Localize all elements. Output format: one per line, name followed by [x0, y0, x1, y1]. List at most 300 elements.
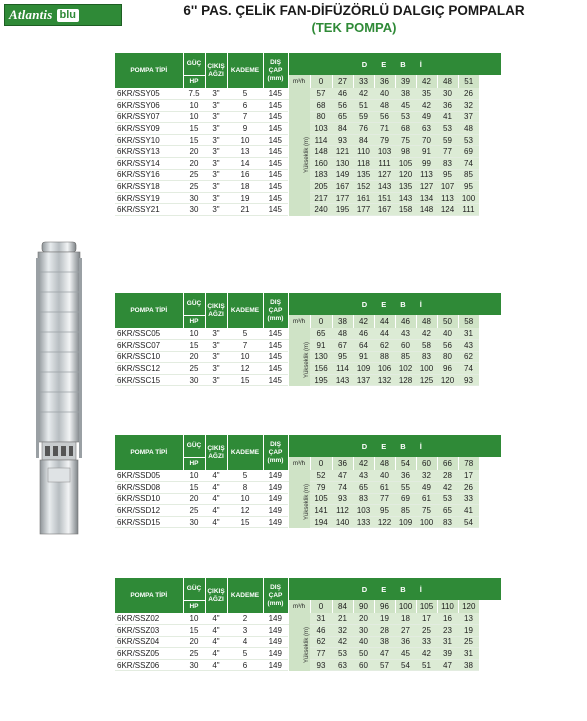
- stages-value: 12: [227, 505, 263, 517]
- power-value: 10: [183, 613, 205, 625]
- head-value: 84: [332, 123, 353, 135]
- diameter-value: 149: [263, 659, 288, 671]
- model-name: 6KR/SSZ06: [115, 659, 183, 671]
- head-value: 31: [458, 648, 479, 660]
- stages-value: 12: [227, 363, 263, 375]
- diameter-value: 149: [263, 636, 288, 648]
- head-value: 52: [310, 470, 332, 482]
- flow-unit: m³/h: [288, 457, 310, 470]
- head-value: 13: [458, 613, 479, 625]
- stages-value: 7: [227, 340, 263, 352]
- head-value: 84: [353, 134, 374, 146]
- head-value: 130: [310, 351, 332, 363]
- head-value: 43: [395, 328, 416, 340]
- head-value: 60: [353, 659, 374, 671]
- head-value: 65: [332, 111, 353, 123]
- header-power-unit: HP: [183, 75, 205, 88]
- head-value: 143: [332, 374, 353, 386]
- head-value: 143: [374, 181, 395, 193]
- table-row: [115, 328, 501, 340]
- power-value: 7.5: [183, 88, 205, 100]
- head-value: 31: [310, 613, 332, 625]
- stages-value: 19: [227, 192, 263, 204]
- model-name: 6KR/SSY09: [115, 123, 183, 135]
- page-title: 6'' PAS. ÇELİK FAN-DİFÜZÖRLÜ DALGIÇ POMPALAR: [183, 3, 525, 18]
- head-value: 105: [395, 158, 416, 170]
- flow-value: 120: [458, 600, 479, 613]
- head-value: 132: [374, 374, 395, 386]
- head-value: 32: [458, 100, 479, 112]
- power-value: 30: [183, 374, 205, 386]
- head-value: 95: [374, 505, 395, 517]
- head-value: 26: [458, 88, 479, 100]
- flow-value: 46: [395, 315, 416, 328]
- head-value: 85: [458, 169, 479, 181]
- table-row: [115, 88, 501, 100]
- head-value: 60: [395, 340, 416, 352]
- flow-value: 84: [332, 600, 353, 613]
- head-value: 47: [332, 470, 353, 482]
- head-value: 57: [374, 659, 395, 671]
- model-name: 6KR/SSZ05: [115, 648, 183, 660]
- head-value: 91: [416, 146, 437, 158]
- head-value: 83: [353, 493, 374, 505]
- stages-value: 7: [227, 111, 263, 123]
- model-name: 6KR/SSC15: [115, 374, 183, 386]
- power-value: 25: [183, 648, 205, 660]
- model-name: 6KR/SSZ03: [115, 625, 183, 637]
- head-value: 143: [395, 192, 416, 204]
- flow-value: 0: [310, 75, 332, 88]
- head-value: 63: [332, 659, 353, 671]
- flow-value: 36: [374, 75, 395, 88]
- head-value: 53: [395, 111, 416, 123]
- pump-illustration: [28, 240, 90, 540]
- flow-value: 54: [395, 457, 416, 470]
- head-value: 46: [353, 328, 374, 340]
- head-label-text: Yükseklik (m): [303, 341, 310, 378]
- head-value: 65: [437, 505, 458, 517]
- outlet-value: 4": [205, 493, 227, 505]
- outlet-value: 3": [205, 328, 227, 340]
- head-value: 122: [374, 516, 395, 528]
- header-diameter: DIŞ ÇAP (mm): [263, 53, 288, 88]
- header-diameter: DIŞ ÇAP (mm): [263, 578, 288, 613]
- head-value: 79: [374, 134, 395, 146]
- head-value: 76: [353, 123, 374, 135]
- head-value: 62: [374, 340, 395, 352]
- head-value: 42: [416, 648, 437, 660]
- diameter-value: 145: [263, 192, 288, 204]
- head-value: 120: [395, 169, 416, 181]
- head-value: 88: [374, 351, 395, 363]
- outlet-value: 3": [205, 146, 227, 158]
- flow-value: 27: [332, 75, 353, 88]
- stages-value: 3: [227, 625, 263, 637]
- diameter-value: 145: [263, 181, 288, 193]
- outlet-value: 4": [205, 516, 227, 528]
- head-value: 103: [310, 123, 332, 135]
- head-value: 79: [310, 482, 332, 494]
- diameter-value: 145: [263, 363, 288, 375]
- head-value: 121: [332, 146, 353, 158]
- head-value: 55: [395, 482, 416, 494]
- power-value: 25: [183, 181, 205, 193]
- head-value: 98: [395, 146, 416, 158]
- head-value: 16: [437, 613, 458, 625]
- outlet-value: 3": [205, 111, 227, 123]
- table-row: [115, 470, 501, 482]
- head-value: 156: [310, 363, 332, 375]
- head-value: 141: [310, 505, 332, 517]
- head-value: 112: [332, 505, 353, 517]
- stages-value: 13: [227, 146, 263, 158]
- head-value: 54: [458, 516, 479, 528]
- head-label-text: Yükseklik (m): [303, 136, 310, 173]
- header-power: GÜÇ: [183, 435, 205, 457]
- head-value: 30: [437, 88, 458, 100]
- outlet-value: 3": [205, 374, 227, 386]
- head-value: 54: [395, 659, 416, 671]
- model-name: 6KR/SSY13: [115, 146, 183, 158]
- head-value: 38: [374, 636, 395, 648]
- head-label-text: Yükseklik (m): [303, 626, 310, 663]
- flow-value: 33: [353, 75, 374, 88]
- head-value: 195: [310, 374, 332, 386]
- head-value: 96: [437, 363, 458, 375]
- head-value: 100: [416, 516, 437, 528]
- diameter-value: 145: [263, 328, 288, 340]
- flow-value: 96: [374, 600, 395, 613]
- head-value: 42: [416, 328, 437, 340]
- outlet-value: 3": [205, 363, 227, 375]
- head-value: 57: [310, 88, 332, 100]
- head-value: 61: [374, 482, 395, 494]
- outlet-value: 4": [205, 505, 227, 517]
- head-value: 140: [332, 516, 353, 528]
- flow-value: 66: [437, 457, 458, 470]
- head-value: 109: [395, 516, 416, 528]
- outlet-value: 3": [205, 192, 227, 204]
- stages-value: 4: [227, 636, 263, 648]
- head-value: 95: [458, 181, 479, 193]
- head-value: 100: [416, 363, 437, 375]
- flow-value: 90: [353, 600, 374, 613]
- outlet-value: 4": [205, 470, 227, 482]
- model-name: 6KR/SSZ04: [115, 636, 183, 648]
- flow-value: 105: [416, 600, 437, 613]
- power-value: 30: [183, 204, 205, 216]
- head-value: 133: [353, 516, 374, 528]
- pump-table-4: [115, 578, 500, 671]
- head-value: 103: [374, 146, 395, 158]
- head-value: 61: [416, 493, 437, 505]
- flow-value: 110: [437, 600, 458, 613]
- stages-value: 5: [227, 648, 263, 660]
- head-value: 20: [353, 613, 374, 625]
- header-outlet: ÇIKIŞ AĞZI: [205, 293, 227, 328]
- head-value: 56: [332, 100, 353, 112]
- head-value: 36: [395, 636, 416, 648]
- head-value: 68: [310, 100, 332, 112]
- power-value: 10: [183, 328, 205, 340]
- head-value: 99: [416, 158, 437, 170]
- outlet-value: 3": [205, 181, 227, 193]
- head-value: 137: [353, 374, 374, 386]
- model-name: 6KR/SSC05: [115, 328, 183, 340]
- head-value: 74: [332, 482, 353, 494]
- head-value: 40: [374, 470, 395, 482]
- header-power: GÜÇ: [183, 293, 205, 315]
- diameter-value: 145: [263, 351, 288, 363]
- stages-value: 5: [227, 328, 263, 340]
- head-value: 36: [395, 470, 416, 482]
- outlet-value: 4": [205, 648, 227, 660]
- header-power-unit: HP: [183, 600, 205, 613]
- head-value: 113: [416, 169, 437, 181]
- head-value: 71: [374, 123, 395, 135]
- header-flow: D E B İ: [288, 435, 501, 457]
- head-value: 110: [353, 146, 374, 158]
- head-value: 100: [458, 192, 479, 204]
- head-value: 109: [353, 363, 374, 375]
- head-value: 59: [353, 111, 374, 123]
- diameter-value: 149: [263, 482, 288, 494]
- stages-value: 5: [227, 470, 263, 482]
- head-value: 177: [353, 204, 374, 216]
- power-value: 25: [183, 505, 205, 517]
- head-value: 41: [458, 505, 479, 517]
- head-value: 148: [310, 146, 332, 158]
- model-name: 6KR/SSY07: [115, 111, 183, 123]
- head-value: 36: [437, 100, 458, 112]
- model-name: 6KR/SSY16: [115, 169, 183, 181]
- head-value: 49: [416, 482, 437, 494]
- stages-value: 21: [227, 204, 263, 216]
- head-value: 48: [458, 123, 479, 135]
- model-name: 6KR/SSC10: [115, 351, 183, 363]
- flow-value: 0: [310, 315, 332, 328]
- flow-value: 0: [310, 457, 332, 470]
- stages-value: 8: [227, 482, 263, 494]
- outlet-value: 3": [205, 88, 227, 100]
- flow-value: 0: [310, 600, 332, 613]
- head-value: 111: [458, 204, 479, 216]
- head-value: 19: [458, 625, 479, 637]
- flow-value: 48: [416, 315, 437, 328]
- header-power-unit: HP: [183, 315, 205, 328]
- head-value: 23: [437, 625, 458, 637]
- stages-value: 10: [227, 134, 263, 146]
- outlet-value: 3": [205, 351, 227, 363]
- head-value: 93: [332, 134, 353, 146]
- outlet-value: 3": [205, 158, 227, 170]
- model-name: 6KR/SSY06: [115, 100, 183, 112]
- head-value: 43: [458, 340, 479, 352]
- head-value: 80: [310, 111, 332, 123]
- stages-value: 14: [227, 158, 263, 170]
- model-name: 6KR/SSY19: [115, 192, 183, 204]
- pump-table-3: [115, 435, 500, 528]
- flow-value: 58: [458, 315, 479, 328]
- diameter-value: 145: [263, 204, 288, 216]
- head-value: 27: [395, 625, 416, 637]
- model-name: 6KR/SSC07: [115, 340, 183, 352]
- head-value: 53: [332, 648, 353, 660]
- pump-table-2: [115, 293, 500, 386]
- head-value: 59: [437, 134, 458, 146]
- head-value: 77: [437, 146, 458, 158]
- flow-value: 39: [395, 75, 416, 88]
- flow-unit: m³/h: [288, 315, 310, 328]
- head-value: 40: [374, 88, 395, 100]
- power-value: 15: [183, 340, 205, 352]
- outlet-value: 3": [205, 134, 227, 146]
- flow-value: 51: [458, 75, 479, 88]
- head-value: 183: [310, 169, 332, 181]
- head-value: 53: [437, 493, 458, 505]
- head-value: 134: [416, 192, 437, 204]
- flow-unit: m³/h: [288, 600, 310, 613]
- head-value: 135: [353, 169, 374, 181]
- header-stages: KADEME: [227, 53, 263, 88]
- power-value: 15: [183, 482, 205, 494]
- power-value: 30: [183, 659, 205, 671]
- outlet-value: 3": [205, 340, 227, 352]
- head-value: 111: [374, 158, 395, 170]
- head-value: 63: [416, 123, 437, 135]
- power-value: 10: [183, 111, 205, 123]
- head-value: 161: [353, 192, 374, 204]
- head-value: 38: [395, 88, 416, 100]
- diameter-value: 145: [263, 146, 288, 158]
- stages-value: 2: [227, 613, 263, 625]
- power-value: 25: [183, 363, 205, 375]
- model-name: 6KR/SSC12: [115, 363, 183, 375]
- header-flow: D E B İ: [288, 53, 501, 75]
- head-value: 53: [458, 134, 479, 146]
- head-value: 125: [416, 374, 437, 386]
- diameter-value: 145: [263, 100, 288, 112]
- model-name: 6KR/SSD10: [115, 493, 183, 505]
- power-value: 15: [183, 134, 205, 146]
- head-value: 152: [353, 181, 374, 193]
- head-value: 68: [395, 123, 416, 135]
- diameter-value: 149: [263, 505, 288, 517]
- head-value: 74: [458, 363, 479, 375]
- power-value: 25: [183, 169, 205, 181]
- head-value: 83: [437, 516, 458, 528]
- head-label-text: Yükseklik (m): [303, 483, 310, 520]
- head-value: 18: [395, 613, 416, 625]
- outlet-value: 4": [205, 482, 227, 494]
- model-name: 6KR/SSZ02: [115, 613, 183, 625]
- head-value: 47: [374, 648, 395, 660]
- head-value: 114: [310, 134, 332, 146]
- head-value: 38: [458, 659, 479, 671]
- stages-value: 10: [227, 351, 263, 363]
- head-value: 46: [332, 88, 353, 100]
- head-label: [288, 470, 310, 528]
- model-name: 6KR/SSY18: [115, 181, 183, 193]
- power-value: 20: [183, 493, 205, 505]
- head-value: 19: [374, 613, 395, 625]
- head-value: 194: [310, 516, 332, 528]
- head-value: 105: [310, 493, 332, 505]
- model-name: 6KR/SSD08: [115, 482, 183, 494]
- brand-logo: [4, 4, 122, 26]
- head-value: 46: [310, 625, 332, 637]
- head-value: 28: [374, 625, 395, 637]
- stages-value: 5: [227, 88, 263, 100]
- power-value: 30: [183, 516, 205, 528]
- power-value: 20: [183, 146, 205, 158]
- head-value: 151: [374, 192, 395, 204]
- stages-value: 18: [227, 181, 263, 193]
- head-value: 75: [395, 134, 416, 146]
- head-value: 205: [310, 181, 332, 193]
- head-value: 25: [416, 625, 437, 637]
- header-pump-type: POMPA TİPİ: [115, 578, 183, 613]
- page-subtitle: (TEK POMPA): [311, 20, 397, 35]
- header-stages: KADEME: [227, 578, 263, 613]
- flow-value: 48: [374, 457, 395, 470]
- diameter-value: 149: [263, 648, 288, 660]
- head-value: 149: [332, 169, 353, 181]
- outlet-value: 3": [205, 100, 227, 112]
- head-value: 93: [310, 659, 332, 671]
- header-outlet: ÇIKIŞ AĞZI: [205, 435, 227, 470]
- model-name: 6KR/SSD12: [115, 505, 183, 517]
- outlet-value: 3": [205, 169, 227, 181]
- flow-value: 50: [437, 315, 458, 328]
- head-value: 42: [353, 88, 374, 100]
- head-value: 69: [395, 493, 416, 505]
- diameter-value: 145: [263, 123, 288, 135]
- head-value: 77: [310, 648, 332, 660]
- head-value: 42: [332, 636, 353, 648]
- stages-value: 16: [227, 169, 263, 181]
- flow-value: 44: [374, 315, 395, 328]
- head-value: 62: [458, 351, 479, 363]
- power-value: 15: [183, 625, 205, 637]
- model-name: 6KR/SSY10: [115, 134, 183, 146]
- head-value: 31: [458, 328, 479, 340]
- flow-unit: m³/h: [288, 75, 310, 88]
- head-value: 167: [374, 204, 395, 216]
- header-outlet: ÇIKIŞ AĞZI: [205, 53, 227, 88]
- head-value: 128: [395, 374, 416, 386]
- head-value: 51: [353, 100, 374, 112]
- head-value: 135: [395, 181, 416, 193]
- head-value: 30: [353, 625, 374, 637]
- head-value: 35: [416, 88, 437, 100]
- header-stages: KADEME: [227, 435, 263, 470]
- head-value: 160: [310, 158, 332, 170]
- head-value: 26: [458, 482, 479, 494]
- header-pump-type: POMPA TİPİ: [115, 293, 183, 328]
- head-value: 56: [374, 111, 395, 123]
- flow-value: 38: [332, 315, 353, 328]
- head-value: 33: [458, 493, 479, 505]
- head-value: 74: [458, 158, 479, 170]
- head-value: 130: [332, 158, 353, 170]
- head-value: 45: [395, 100, 416, 112]
- head-value: 85: [395, 351, 416, 363]
- head-value: 83: [416, 351, 437, 363]
- model-name: 6KR/SSY05: [115, 88, 183, 100]
- head-value: 42: [416, 100, 437, 112]
